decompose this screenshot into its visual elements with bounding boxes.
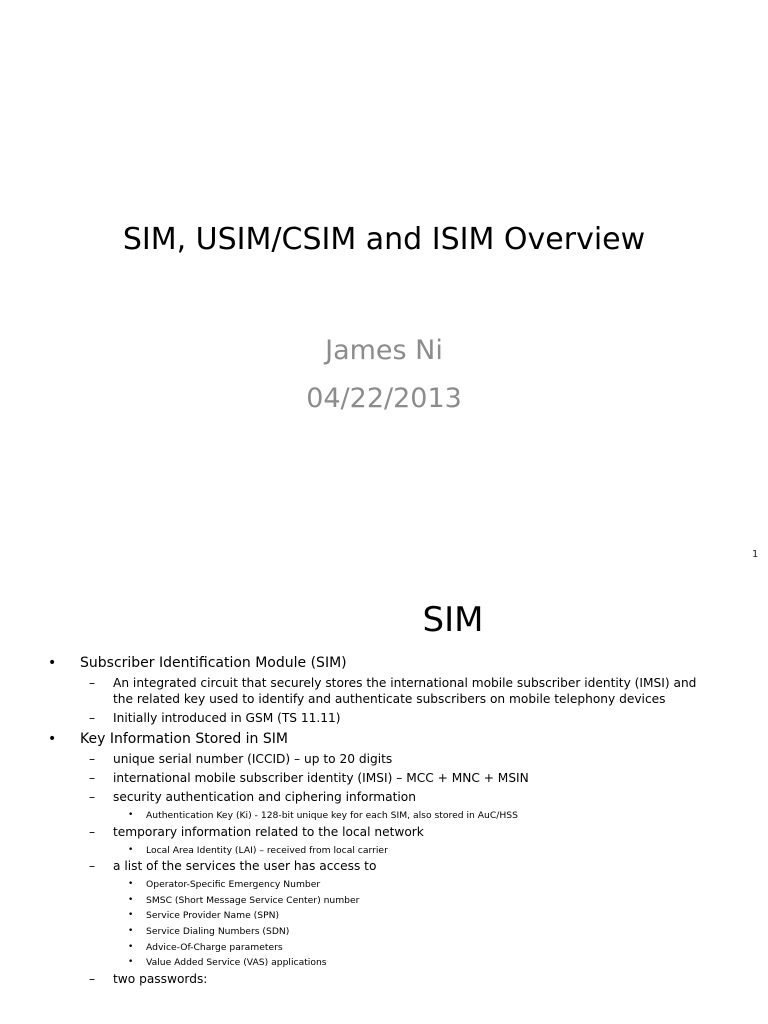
- bullet-level3: • Service Provider Name (SPN): [0, 908, 768, 924]
- bullet-level3: • Value Added Service (VAS) applications: [0, 955, 768, 971]
- sim-slide: [0, 578, 768, 1024]
- bullet-level2: – two passwords:: [0, 971, 703, 987]
- presentation-date: 04/22/2013: [306, 383, 462, 414]
- bullet-level3: • Local Area Identity (LAI) – received from local carrier: [0, 843, 768, 859]
- bullet-level3: • SMSC (Short Message Service Center) number: [0, 893, 768, 909]
- slide-heading: SIM: [422, 600, 484, 640]
- author-name: James Ni: [325, 335, 443, 366]
- bullet-level2: – unique serial number (ICCID) – up to 20 digits: [0, 751, 703, 767]
- bullet-level2: – international mobile subscriber identity (IMSI) – MCC + MNC + MSIN: [0, 770, 703, 786]
- bullet-level2: – a list of the services the user has access to: [0, 858, 703, 874]
- page-number: 1: [752, 549, 759, 560]
- bullet-level1: • Key Information Stored in SIM: [0, 729, 768, 749]
- bullet-level3: • Authentication Key (Ki) - 128-bit unique key for each SIM, also stored in AuC/HSS: [0, 808, 768, 824]
- bullet-level3: • Operator-Specific Emergency Number: [0, 877, 768, 893]
- bullet-level3: • Service Dialing Numbers (SDN): [0, 924, 768, 940]
- bullet-level1: • Subscriber Identification Module (SIM): [0, 653, 768, 673]
- bullet-level2: – An integrated circuit that securely stores the international mobile subscriber identity (IMSI) and the related key used to identify and authenticate subscribers on mobile telephony devices: [0, 675, 703, 707]
- bullet-level2: – Initially introduced in GSM (TS 11.11): [0, 710, 703, 726]
- slide-title: SIM, USIM/CSIM and ISIM Overview: [122, 222, 646, 257]
- bullet-level2: – temporary information related to the local network: [0, 824, 703, 840]
- bullet-list: [0, 653, 768, 990]
- bullet-level2: – security authentication and ciphering information: [0, 789, 703, 805]
- bullet-level3: • Advice-Of-Charge parameters: [0, 940, 768, 956]
